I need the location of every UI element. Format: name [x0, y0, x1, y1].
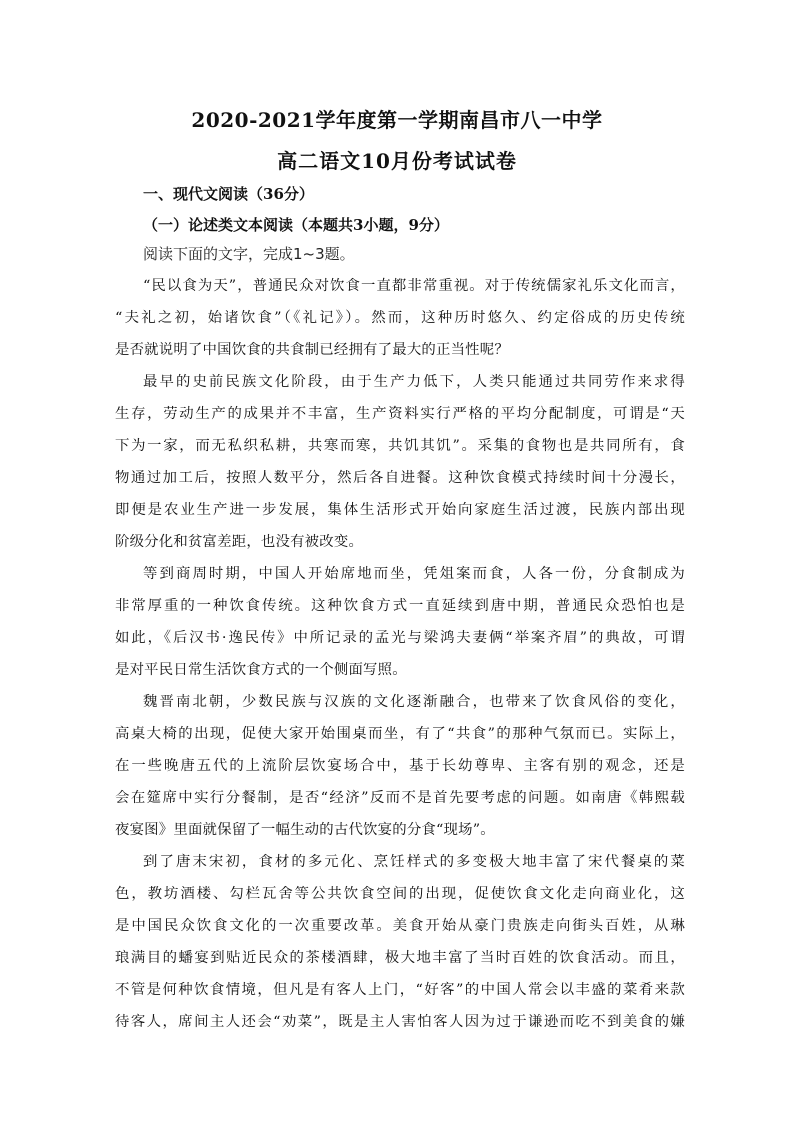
- passage-line: 非常厚重的一种饮食传统。这种饮食方式一直延续到唐中期，普通民众恐怕也是: [115, 598, 685, 614]
- passage-line: 是否就说明了中国饮食的共食制已经拥有了最大的正当性呢？: [115, 342, 509, 358]
- passage-line: 高桌大椅的出现，促使大家开始围桌而坐，有了“共食”的那种气氛而已。实际上，: [115, 726, 685, 742]
- passage-line: 阶级分化和贫富差距，也没有被改变。: [115, 534, 364, 550]
- passage-line: 如此，《后汉书·逸民传》中所记录的孟光与梁鸿夫妻俩“举案齐眉”的典故，可谓: [115, 630, 685, 646]
- passage-line: 不管是何种饮食情境，但凡是有客人上门，“好客”的中国人常会以丰盛的菜肴来款: [115, 982, 685, 998]
- passage-line: 是对平民日常生活饮食方式的一个侧面写照。: [115, 662, 407, 678]
- passage-line: 夜宴图》里面就保留了一幅生动的古代饮宴的分食“现场”。: [115, 822, 495, 838]
- passage-line: “民以食为天”，普通民众对饮食一直都非常重视。对于传统儒家礼乐文化而言，: [143, 278, 685, 294]
- passage-line: 在一些晚唐五代的上流阶层饮宴场合中，基于长幼尊卑、主客有别的观念，还是: [115, 758, 685, 774]
- passage-line: “夫礼之初，始诸饮食”（《礼记》）。然而，这种历时悠久、约定俗成的历史传统: [115, 310, 685, 326]
- passage-line: 色，教坊酒楼、勾栏瓦舍等公共饮食空间的出现，促使饮食文化走向商业化，这: [115, 886, 685, 902]
- passage-line: 魏晋南北朝，少数民族与汉族的文化逐渐融合，也带来了饮食风俗的变化，: [143, 694, 685, 710]
- passage-line: 会在筵席中实行分餐制，是否“经济”反而不是首先要考虑的问题。如南唐《韩熙载: [115, 790, 685, 806]
- section-heading: 一、现代文阅读（36分）: [143, 185, 314, 203]
- passage-line: 等到商周时期，中国人开始席地而坐，凭俎案而食，人各一份，分食制成为: [143, 566, 685, 582]
- exam-subtitle: 高二语文10月份考试试卷: [277, 149, 517, 173]
- passage-line: 是中国民众饮食文化的一次重要改革。美食开始从豪门贵族走向街头百姓，从琳: [115, 918, 685, 934]
- passage-line: 下为一家，而无私织私耕，共寒而寒，共饥其饥”。采集的食物也是共同所有，食: [115, 438, 685, 454]
- subsection-heading: （一）论述类文本阅读（本题共3小题，9分）: [143, 216, 449, 234]
- passage-line: 最早的史前民族文化阶段，由于生产力低下，人类只能通过共同劳作来求得: [143, 374, 685, 390]
- passage-line: 待客人，席间主人还会“劝菜”，既是主人害怕客人因为过于谦逊而吃不到美食的嫌: [115, 1014, 685, 1030]
- passage-line: 即便是农业生产进一步发展，集体生活形式开始向家庭生活过渡，民族内部出现: [115, 502, 685, 518]
- passage-line: 物通过加工后，按照人数平分，然后各自进餐。这种饮食模式持续时间十分漫长，: [115, 470, 685, 486]
- passage-line: 生存，劳动生产的成果并不丰富，生产资料实行严格的平均分配制度，可谓是“天: [115, 406, 685, 422]
- exam-title: 2020-2021学年度第一学期南昌市八一中学: [191, 108, 603, 132]
- reading-instruction: 阅读下面的文字，完成1~3题。: [143, 245, 355, 263]
- passage-line: 到了唐末宋初，食材的多元化、烹饪样式的多变极大地丰富了宋代餐桌的菜: [143, 854, 685, 870]
- passage-line: 琅满目的蟠宴到贴近民众的茶楼酒肆，极大地丰富了当时百姓的饮食活动。而且，: [115, 950, 685, 966]
